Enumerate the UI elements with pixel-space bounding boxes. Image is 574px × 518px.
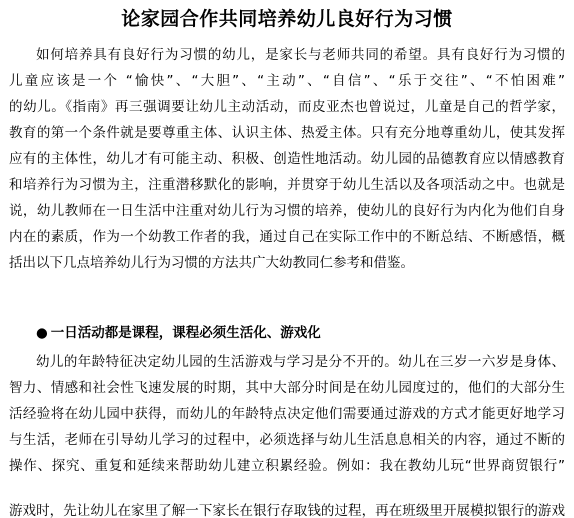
paragraph-line: 和培养行为习惯为主，注重潜移默化的影响，并贯穿于幼儿生活以及各项活动之中。也就是 <box>9 177 565 193</box>
paragraph-line: 教育的第一个条件就是要尊重主体、认识主体、热爱主体。只有充分地尊重幼儿，使其发挥 <box>9 125 565 141</box>
paragraph-line: 活经验将在幼儿园中获得，而幼儿的年龄特点决定他们需要通过游戏的方式才能更好地学习 <box>9 406 565 422</box>
paragraph-line: 操作、探究、重复和延续来帮助幼儿建立积累经验。例如：我在教幼儿玩“世界商贸银行” <box>9 458 565 474</box>
paragraph-line: 说，幼儿教师在一日生活中注重对幼儿行为习惯的培养，使幼儿的良好行为内化为他们自身 <box>9 203 565 219</box>
paragraph-line: 的幼儿。《指南》再三强调要让幼儿主动活动，而皮亚杰也曾说过，儿童是自己的哲学家， <box>9 99 565 115</box>
paragraph-line: 智力、情感和社会性飞速发展的时期，其中大部分时间是在幼儿园度过的，他们的大部分生 <box>9 380 565 396</box>
paragraph-line: 括出以下几点培养幼儿行为习惯的方法共广大幼教同仁参考和借鉴。 <box>9 255 414 271</box>
paragraph-line: 内在的素质，作为一个幼教工作者的我，通过自己在实际工作中的不断总结、不断感悟，概 <box>9 229 565 245</box>
paragraph-line: 如何培养具有良好行为习惯的幼儿，是家长与老师共同的希望。具有良好行为习惯的 <box>36 47 565 63</box>
document-title: 论家园合作共同培养幼儿良好行为习惯 <box>121 8 453 30</box>
paragraph-line: 游戏时，先让幼儿在家里了解一下家长在银行存取钱的过程，再在班级里开展模拟银行的游戏 <box>9 503 565 518</box>
bullet-icon: ● <box>36 325 48 341</box>
paragraph-line: 儿童应该是一个 “愉快”、“大胆”、“主动”、“自信”、“乐于交往”、“不怕困难” <box>9 73 565 89</box>
section-heading-text: 一日活动都是课程，课程必须生活化、游戏化 <box>50 325 321 341</box>
paragraph-line: 幼儿的年龄特征决定幼儿园的生活游戏与学习是分不开的。幼儿在三岁一六岁是身体、 <box>36 354 565 370</box>
section-heading <box>36 320 321 346</box>
paragraph-line: 应有的主体性，幼儿才有可能主动、积极、创造性地活动。幼儿园的品德教育应以情感教育 <box>9 151 565 167</box>
paragraph-line: 与生活，老师在引导幼儿学习的过程中，必须选择与幼儿生活息息相关的内容，通过不断的 <box>9 432 565 448</box>
